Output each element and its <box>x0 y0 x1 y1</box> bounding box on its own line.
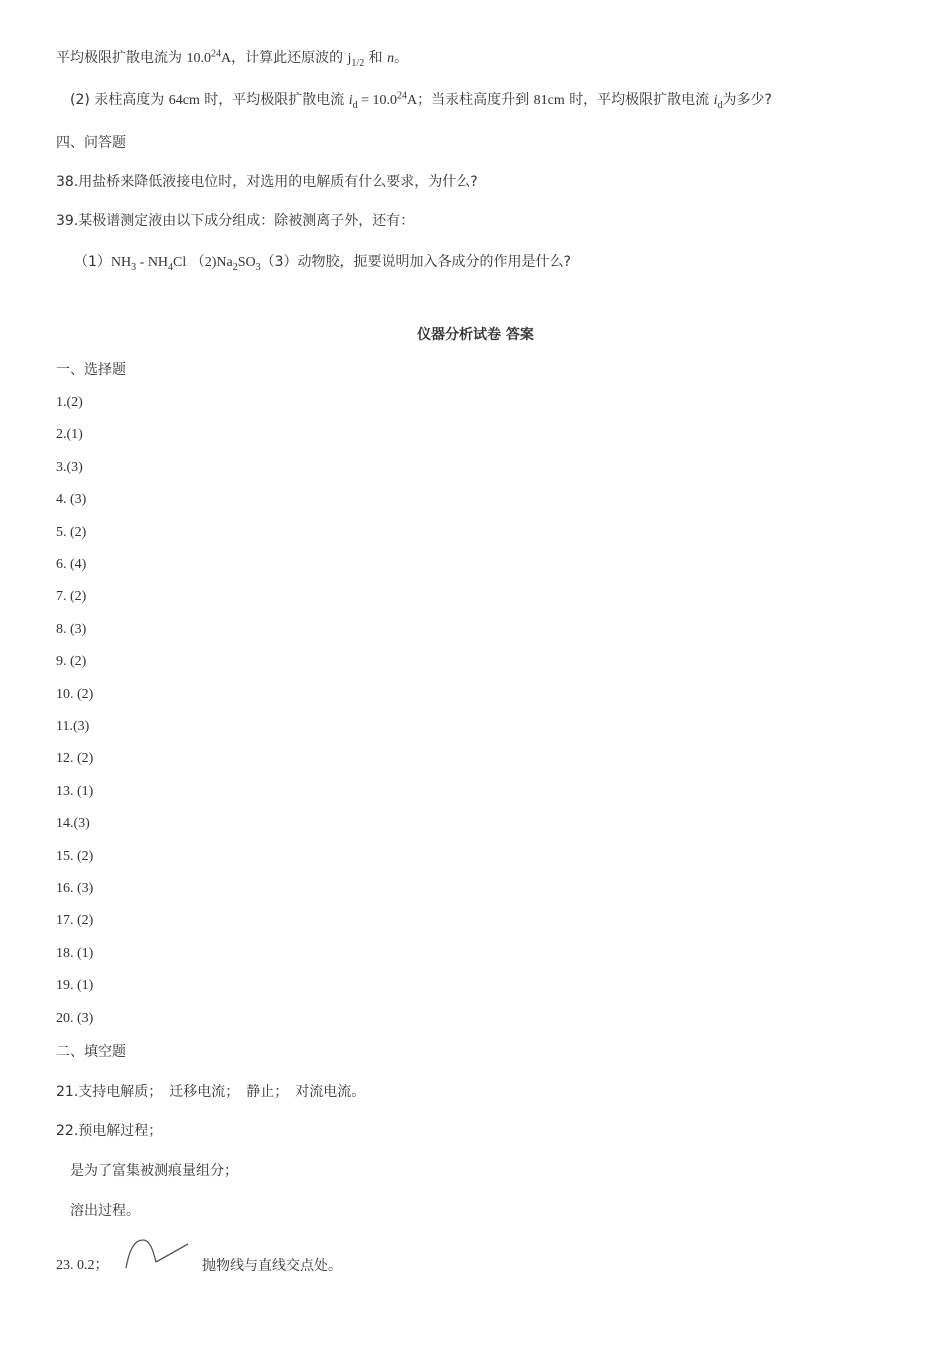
choice-answer-item: 4. (3) <box>56 492 87 507</box>
choice-answer-item: 12. (2) <box>56 751 94 766</box>
choice-answer-item: 6. (4) <box>56 557 87 572</box>
choice-answer-item: 3.(3) <box>56 460 83 475</box>
question-39-components: $(1)NH_3 - NH_4Cl$ $(2)Na_2SO_3(3)$动物胶，扼要说明加入各成分的作用是什么? <box>74 254 571 273</box>
answer-22-purpose: 是为了富集被测痕量组分； <box>70 1163 238 1179</box>
answer-22-stripping: 溶出过程。 <box>70 1203 140 1219</box>
choice-answer-item: 19. (1) <box>56 978 94 993</box>
answer-title: 仪器分析试卷 答案 <box>417 327 534 343</box>
choice-answer-item: 11.(3) <box>56 719 90 734</box>
choice-answer-item: 18. (1) <box>56 946 94 961</box>
answer-21: 21.支持电解质； 迁移电流； 静止； 对流电流。 <box>56 1084 366 1100</box>
answer-22: 22.预电解过程； <box>56 1123 163 1139</box>
question-line-limit-current: 平均极限扩散电流为 10.0$^{24}$A，计算此还原波的 $j_{1/2}$ 和 n。 <box>56 48 409 69</box>
choice-answer-item: 7. (2) <box>56 589 87 604</box>
choice-answer-item: 1.(2) <box>56 395 83 410</box>
question-38: 38.用盐桥来降低液接电位时，对选用的电解质有什么要求，为什么? <box>56 174 478 190</box>
choice-answer-item: 15. (2) <box>56 849 94 864</box>
section-heading-choice: 一、选择题 <box>56 362 126 378</box>
choice-answer-item: 2.(1) <box>56 427 83 442</box>
choice-answer-item: 9. (2) <box>56 654 87 669</box>
choice-answer-item: 14.(3) <box>56 816 90 831</box>
question-line-mercury-height: (2) 汞柱高度为 64cm 时，平均极限扩散电流 $i_d = 10.0^{24}A$；当汞柱高度升到 81cm 时，平均极限扩散电流 $i_d$为多少? <box>70 90 772 111</box>
section-heading-qa: 四、问答题 <box>56 135 126 151</box>
choice-answer-item: 8. (3) <box>56 622 87 637</box>
question-39: 39.某极谱测定液由以下成分组成：除被测离子外，还有： <box>56 213 415 229</box>
choice-answer-item: 5. (2) <box>56 525 87 540</box>
choice-answer-item: 16. (3) <box>56 881 94 896</box>
section-heading-fill: 二、填空题 <box>56 1044 126 1060</box>
parabola-line-sketch-icon <box>122 1236 192 1272</box>
answer-23-text: 抛物线与直线交点处。 <box>202 1258 342 1274</box>
choice-answer-item: 20. (3) <box>56 1011 94 1026</box>
answer-23-number: 23. 0.2； <box>56 1258 109 1273</box>
choice-answer-item: 17. (2) <box>56 913 94 928</box>
choice-answer-item: 13. (1) <box>56 784 94 799</box>
choice-answer-item: 10. (2) <box>56 687 94 702</box>
